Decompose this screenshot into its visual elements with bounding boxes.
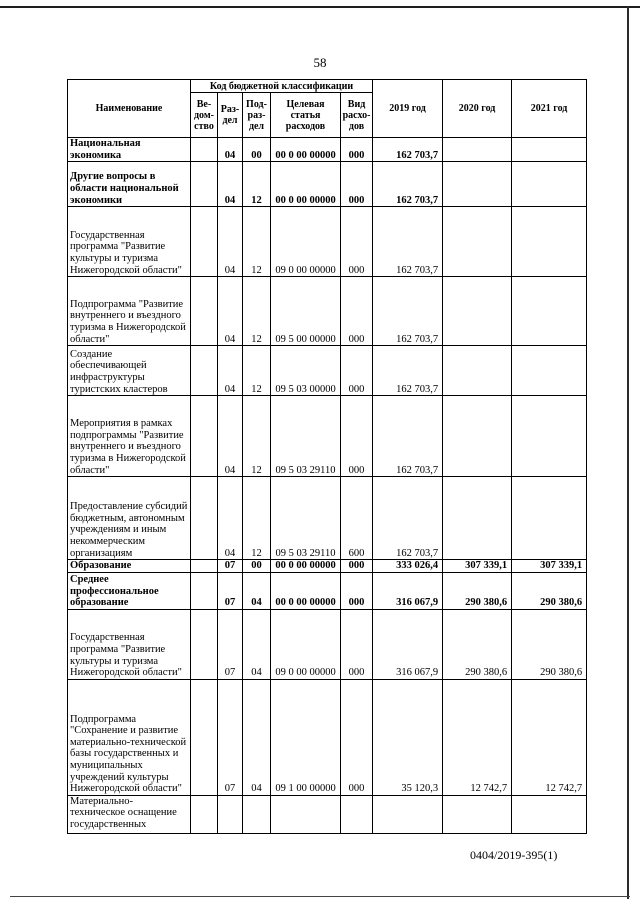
cell-podrazdel: 12 — [243, 346, 271, 396]
cell-razdel: 04 — [218, 477, 243, 560]
cell-vid-rashodov: 000 — [341, 207, 373, 277]
header-classification-group: Код бюджетной классификации — [191, 80, 373, 93]
cell-2020: 290 380,6 — [443, 572, 512, 609]
cell-razdel: 07 — [218, 560, 243, 573]
cell-vedomstvo — [191, 609, 218, 679]
cell-2020: 307 339,1 — [443, 560, 512, 573]
cell-vedomstvo — [191, 396, 218, 477]
cell-podrazdel: 12 — [243, 277, 271, 346]
page-number: 58 — [313, 55, 327, 70]
cell-2020 — [443, 162, 512, 207]
cell-2020 — [443, 207, 512, 277]
cell-vedomstvo — [191, 477, 218, 560]
cell-vid-rashodov: 600 — [341, 477, 373, 560]
cell-2020: 290 380,6 — [443, 609, 512, 679]
cell-podrazdel: 12 — [243, 477, 271, 560]
header-name: Наименование — [68, 80, 191, 138]
cell-celevaya-statya: 09 1 00 00000 — [271, 679, 341, 795]
cell-2019: 162 703,7 — [373, 396, 443, 477]
cell-vedomstvo — [191, 346, 218, 396]
cell-2021 — [512, 277, 587, 346]
cell-2021: 12 742,7 — [512, 679, 587, 795]
cell-podrazdel: 00 — [243, 138, 271, 162]
cell-name: Подпрограмма "Развитие внутреннего и въездного туризма в Нижегородской области" — [68, 277, 191, 346]
budget-table — [67, 79, 587, 834]
cell-vid-rashodov: 000 — [341, 679, 373, 795]
cell-celevaya-statya: 09 5 00 00000 — [271, 277, 341, 346]
header-2021: 2021 год — [512, 80, 587, 138]
table-row — [68, 277, 587, 346]
cell-podrazdel: 04 — [243, 609, 271, 679]
cell-2019: 162 703,7 — [373, 138, 443, 162]
cell-podrazdel: 04 — [243, 679, 271, 795]
cell-razdel: 07 — [218, 679, 243, 795]
scan-border-bottom — [10, 896, 630, 897]
header-podrazdel: Под-раз-дел — [243, 93, 271, 138]
cell-2021 — [512, 795, 587, 833]
table-row — [68, 477, 587, 560]
cell-razdel: 04 — [218, 138, 243, 162]
cell-razdel: 04 — [218, 396, 243, 477]
cell-razdel: 04 — [218, 277, 243, 346]
cell-podrazdel — [243, 795, 271, 833]
cell-name: Государственная программа "Развитие культуры и туризма Нижегородской области" — [68, 207, 191, 277]
cell-razdel: 04 — [218, 207, 243, 277]
table-row — [68, 679, 587, 795]
cell-2019: 316 067,9 — [373, 572, 443, 609]
cell-2020: 12 742,7 — [443, 679, 512, 795]
cell-celevaya-statya — [271, 795, 341, 833]
cell-name: Национальная экономика — [68, 138, 191, 162]
cell-2021 — [512, 396, 587, 477]
cell-vid-rashodov: 000 — [341, 560, 373, 573]
cell-2020 — [443, 138, 512, 162]
header-2020: 2020 год — [443, 80, 512, 138]
cell-2019: 162 703,7 — [373, 477, 443, 560]
cell-vid-rashodov: 000 — [341, 396, 373, 477]
cell-podrazdel: 12 — [243, 162, 271, 207]
table-row — [68, 560, 587, 573]
cell-razdel: 04 — [218, 162, 243, 207]
cell-vedomstvo — [191, 207, 218, 277]
header-vid-rashodov: Вид расхо-дов — [341, 93, 373, 138]
cell-vid-rashodov: 000 — [341, 138, 373, 162]
cell-celevaya-statya: 00 0 00 00000 — [271, 138, 341, 162]
table-row — [68, 795, 587, 833]
cell-2020 — [443, 346, 512, 396]
cell-vid-rashodov: 000 — [341, 346, 373, 396]
cell-celevaya-statya: 00 0 00 00000 — [271, 162, 341, 207]
cell-celevaya-statya: 00 0 00 00000 — [271, 560, 341, 573]
cell-vedomstvo — [191, 162, 218, 207]
cell-celevaya-statya: 09 5 03 00000 — [271, 346, 341, 396]
scan-border-top — [0, 6, 640, 8]
cell-2021 — [512, 477, 587, 560]
cell-name: Государственная программа "Развитие культуры и туризма Нижегородской области" — [68, 609, 191, 679]
cell-vid-rashodov — [341, 795, 373, 833]
table-row — [68, 396, 587, 477]
cell-2019: 162 703,7 — [373, 207, 443, 277]
cell-2020 — [443, 277, 512, 346]
cell-name: Предоставление субсидий бюджетным, автономным учреждениям и иным некоммерческим организациям — [68, 477, 191, 560]
cell-vedomstvo — [191, 679, 218, 795]
cell-podrazdel: 12 — [243, 207, 271, 277]
cell-podrazdel: 00 — [243, 560, 271, 573]
cell-vid-rashodov: 000 — [341, 609, 373, 679]
cell-vid-rashodov: 000 — [341, 162, 373, 207]
header-2019: 2019 год — [373, 80, 443, 138]
cell-celevaya-statya: 09 0 00 00000 — [271, 609, 341, 679]
cell-vid-rashodov: 000 — [341, 277, 373, 346]
cell-2020 — [443, 396, 512, 477]
cell-name: Образование — [68, 560, 191, 573]
cell-podrazdel: 04 — [243, 572, 271, 609]
cell-name: Подпрограмма "Сохранение и развитие материально-технической базы государственных и муниципальных учреждений культуры Нижегородской области" — [68, 679, 191, 795]
cell-celevaya-statya: 09 0 00 00000 — [271, 207, 341, 277]
table-row — [68, 346, 587, 396]
cell-celevaya-statya: 09 5 03 29110 — [271, 477, 341, 560]
cell-vedomstvo — [191, 560, 218, 573]
cell-vedomstvo — [191, 572, 218, 609]
cell-2021: 290 380,6 — [512, 609, 587, 679]
header-celevaya-statya: Целевая статья расходов — [271, 93, 341, 138]
cell-name: Мероприятия в рамках подпрограммы "Развитие внутреннего и въездного туризма в Нижегородской области" — [68, 396, 191, 477]
cell-celevaya-statya: 09 5 03 29110 — [271, 396, 341, 477]
cell-2019: 35 120,3 — [373, 679, 443, 795]
table-row — [68, 207, 587, 277]
cell-2021 — [512, 346, 587, 396]
cell-2020 — [443, 795, 512, 833]
cell-2021: 307 339,1 — [512, 560, 587, 573]
cell-vedomstvo — [191, 138, 218, 162]
cell-razdel: 07 — [218, 572, 243, 609]
cell-2019: 162 703,7 — [373, 162, 443, 207]
cell-vedomstvo — [191, 795, 218, 833]
table-row — [68, 138, 587, 162]
cell-podrazdel: 12 — [243, 396, 271, 477]
cell-vid-rashodov: 000 — [341, 572, 373, 609]
cell-razdel: 04 — [218, 346, 243, 396]
cell-razdel — [218, 795, 243, 833]
cell-celevaya-statya: 00 0 00 00000 — [271, 572, 341, 609]
cell-2021: 290 380,6 — [512, 572, 587, 609]
cell-2019: 162 703,7 — [373, 346, 443, 396]
cell-2020 — [443, 477, 512, 560]
table-row — [68, 572, 587, 609]
cell-2019: 316 067,9 — [373, 609, 443, 679]
header-razdel: Раз-дел — [218, 93, 243, 138]
cell-2021 — [512, 207, 587, 277]
scan-border-right — [627, 6, 629, 899]
cell-2019: 162 703,7 — [373, 277, 443, 346]
cell-name: Другие вопросы в области национальной экономики — [68, 162, 191, 207]
cell-2019: 333 026,4 — [373, 560, 443, 573]
cell-razdel: 07 — [218, 609, 243, 679]
cell-2021 — [512, 162, 587, 207]
cell-2019 — [373, 795, 443, 833]
cell-2021 — [512, 138, 587, 162]
table-row — [68, 609, 587, 679]
budget-table-body — [68, 138, 587, 834]
cell-vedomstvo — [191, 277, 218, 346]
cell-name: Среднее профессиональное образование — [68, 572, 191, 609]
table-row — [68, 162, 587, 207]
header-vedomstvo: Ве-дом-ство — [191, 93, 218, 138]
cell-name: Создание обеспечивающей инфраструктуры туристских кластеров — [68, 346, 191, 396]
document-code: 0404/2019-395(1) — [470, 848, 558, 862]
cell-name: Материально-техническое оснащение государственных — [68, 795, 191, 833]
